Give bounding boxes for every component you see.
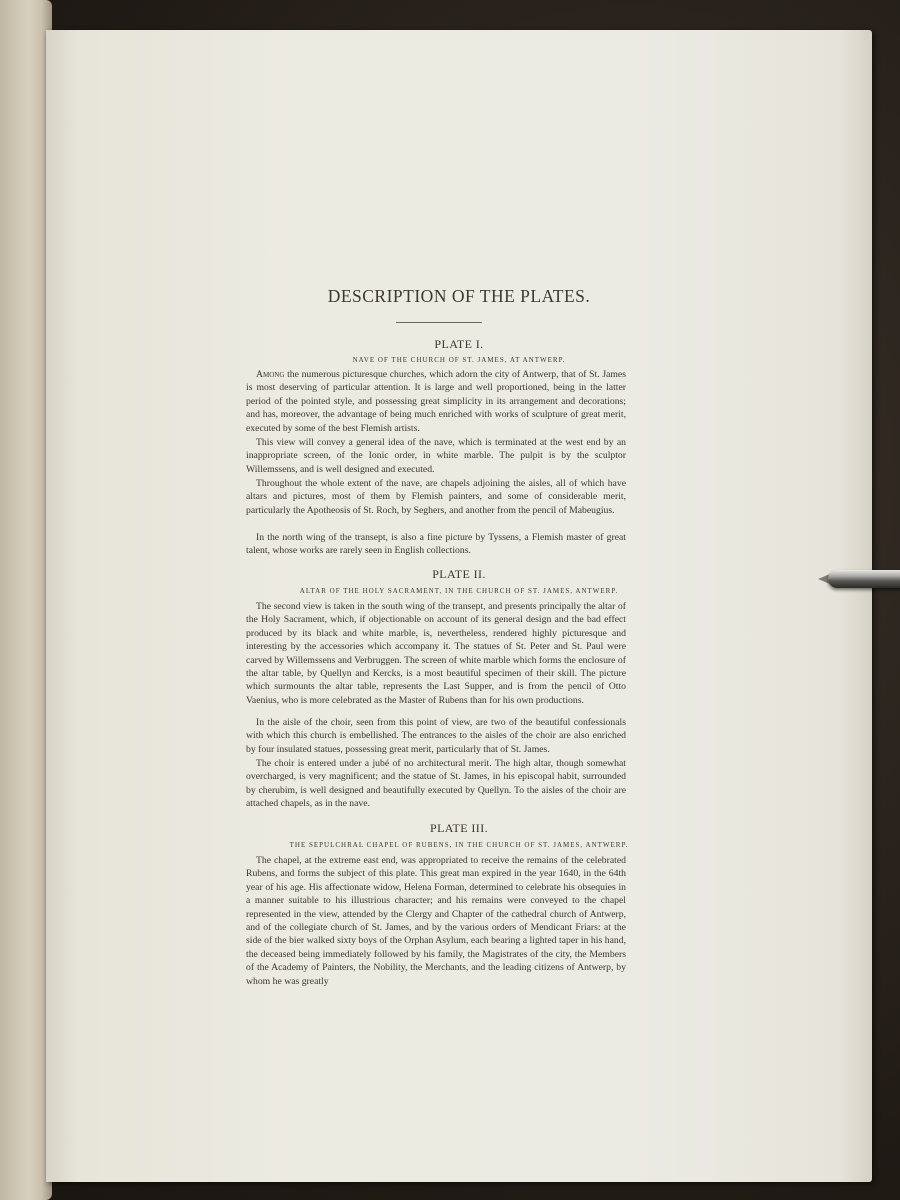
page-title: DESCRIPTION OF THE PLATES. bbox=[327, 286, 591, 306]
plate-1-paragraph-1 bbox=[246, 368, 626, 435]
plate-1-paragraph-3: Throughout the whole extent of the nave, are chapels adjoining the aisles, all of which have altars and pictures, most of them by Flemish painters, and some of considerable merit, particularly the Apotheosis of St. Roch, by Seghers, and another from the pencil of Mabeugius. bbox=[246, 478, 626, 516]
plate-2-paragraph-2: In the aisle of the choir, seen from this point of view, are two of the beautiful confessionals with which this church is embellished. The entrances to the aisles of the choir are also enriched by four insulated statues, possessing great merit, particularly that of St. James. bbox=[246, 717, 626, 755]
title-divider bbox=[396, 322, 482, 323]
plate-3-subheading: THE SEPULCHRAL CHAPEL OF RUBENS, IN THE CHURCH OF ST. JAMES, ANTWERP. bbox=[289, 841, 629, 849]
plate-2-paragraph-3: The choir is entered under a jubé of no architectural merit. The high altar, though somewhat overcharged, is very magnificent; and the statue of St. James, in his episcopal habit, surrounded by cherubim, is well designed and beautifully executed by Quellyn. To the aisles of the choir are attached chapels, as in the nave. bbox=[246, 758, 626, 810]
plate-1-subheading: NAVE OF THE CHURCH OF ST. JAMES, AT ANTWERP. bbox=[352, 356, 566, 364]
plate-1-paragraph-4: In the north wing of the transept, is also a fine picture by Tyssens, a Flemish master of great talent, whose works are rarely seen in English collections. bbox=[246, 532, 626, 557]
facing-page-edge bbox=[0, 0, 52, 1200]
plate-1-paragraph-1-text: the numerous picturesque churches, which adorn the city of Antwerp, that of St. James is most deserving of particular attention. It is large and well proportioned, being in the latter period of the pointed style, and possessing great simplicity in its arrangement and decorations; and has, moreover, the advantage of being much enriched with works of sculpture of great merit, executed by some of the best Flemish artists. bbox=[246, 369, 627, 434]
plate-1-heading: PLATE I. bbox=[434, 337, 484, 351]
plate-2-subheading: ALTAR OF THE HOLY SACRAMENT, IN THE CHURCH OF ST. JAMES, ANTWERP. bbox=[299, 587, 619, 595]
plate-2-paragraph-1: The second view is taken in the south wing of the transept, and presents principally the altar of the Holy Sacrament, which, if objectionable on account of its general design and the bad effect produced by its black and white marble, is, nevertheless, rendered highly picturesque and interesting by the accessories which accompany it. The statues of St. Peter and St. Paul were carved by Willemssens and Verbruggen. The screen of white marble which forms the enclosure of the altar table, by Quellyn and Kercks, is a most beautiful specimen of their skill. The picture which surmounts the altar table, represents the Last Supper, and is from the pencil of Otto Vaenius, who is more celebrated as the Master of Rubens than for his own productions. bbox=[246, 601, 626, 706]
plate-3-heading: PLATE III. bbox=[430, 821, 488, 835]
lead-word: Among bbox=[256, 369, 285, 380]
plate-3-paragraph-1: The chapel, at the extreme east end, was appropriated to receive the remains of the celebrated Rubens, and forms the subject of this plate. This great man expired in the year 1640, in the 64th year of his age. His affectionate widow, Helena Forman, determined to celebrate his obsequies in a manner suitable to his illustrious character; and his remains were conveyed to the chapel represented in the view, attended by the Clergy and Chapter of the cathedral church of Antwerp, and of the collegiate church of St. James, and by the various orders of Mendicant Friars: at the side of the bier walked sixty boys of the Orphan Asylum, each bearing a lighted taper in his hand, the deceased being immediately followed by his family, the Magistrates of the city, the Members of the Academy of Painters, the Nobility, the Merchants, and the leading citizens of Antwerp, by whom he was greatly bbox=[246, 855, 626, 987]
book-page bbox=[46, 30, 872, 1182]
pen-pointer bbox=[828, 570, 900, 588]
plate-1-paragraph-2: This view will convey a general idea of the nave, which is terminated at the west end by an inappropriate screen, of the Ionic order, in white marble. The pulpit is by the sculptor Willemssens, and is well designed and executed. bbox=[246, 437, 626, 475]
plate-2-heading: PLATE II. bbox=[432, 567, 486, 581]
